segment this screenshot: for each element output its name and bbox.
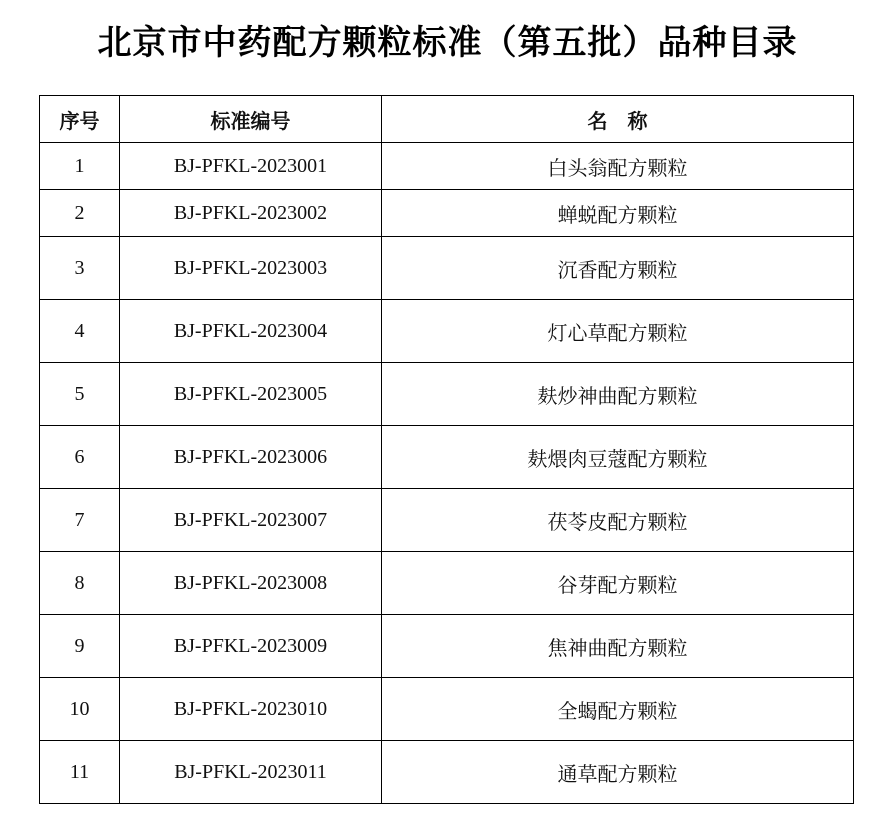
row-serial-number: 5	[40, 363, 120, 426]
row-standard-code: BJ-PFKL-2023009	[120, 615, 382, 678]
row-standard-code: BJ-PFKL-2023006	[120, 426, 382, 489]
row-standard-code: BJ-PFKL-2023005	[120, 363, 382, 426]
row-serial-number: 4	[40, 300, 120, 363]
row-serial-number: 1	[40, 143, 120, 190]
row-name: 灯心草配方颗粒	[382, 300, 854, 363]
row-serial-number: 11	[40, 741, 120, 804]
row-serial-number: 8	[40, 552, 120, 615]
table-row	[40, 426, 854, 489]
table-row	[40, 237, 854, 300]
row-name: 蝉蜕配方颗粒	[382, 190, 854, 237]
table-row	[40, 678, 854, 741]
row-name: 通草配方颗粒	[382, 741, 854, 804]
row-serial-number: 3	[40, 237, 120, 300]
row-serial-number: 9	[40, 615, 120, 678]
table-row	[40, 615, 854, 678]
row-standard-code: BJ-PFKL-2023001	[120, 143, 382, 190]
table-row	[40, 143, 854, 190]
row-name: 焦神曲配方颗粒	[382, 615, 854, 678]
row-standard-code: BJ-PFKL-2023003	[120, 237, 382, 300]
catalog-table	[39, 95, 854, 804]
header-name: 名 称	[382, 96, 854, 143]
row-standard-code: BJ-PFKL-2023010	[120, 678, 382, 741]
row-serial-number: 7	[40, 489, 120, 552]
row-name: 麸炒神曲配方颗粒	[382, 363, 854, 426]
row-name: 沉香配方颗粒	[382, 237, 854, 300]
table-row	[40, 741, 854, 804]
row-name: 全蝎配方颗粒	[382, 678, 854, 741]
row-name: 白头翁配方颗粒	[382, 143, 854, 190]
row-name: 茯苓皮配方颗粒	[382, 489, 854, 552]
row-serial-number: 10	[40, 678, 120, 741]
row-standard-code: BJ-PFKL-2023002	[120, 190, 382, 237]
table-row	[40, 489, 854, 552]
row-name: 谷芽配方颗粒	[382, 552, 854, 615]
row-standard-code: BJ-PFKL-2023004	[120, 300, 382, 363]
table-row	[40, 552, 854, 615]
header-standard-code: 标准编号	[120, 96, 382, 143]
table-row	[40, 300, 854, 363]
row-standard-code: BJ-PFKL-2023011	[120, 741, 382, 804]
table-row	[40, 190, 854, 237]
header-serial-number: 序号	[40, 96, 120, 143]
header-row	[40, 96, 854, 143]
row-serial-number: 2	[40, 190, 120, 237]
table-row	[40, 363, 854, 426]
row-standard-code: BJ-PFKL-2023007	[120, 489, 382, 552]
row-standard-code: BJ-PFKL-2023008	[120, 552, 382, 615]
row-serial-number: 6	[40, 426, 120, 489]
page-title: 北京市中药配方颗粒标准（第五批）品种目录	[97, 23, 798, 63]
row-name: 麸煨肉豆蔻配方颗粒	[382, 426, 854, 489]
